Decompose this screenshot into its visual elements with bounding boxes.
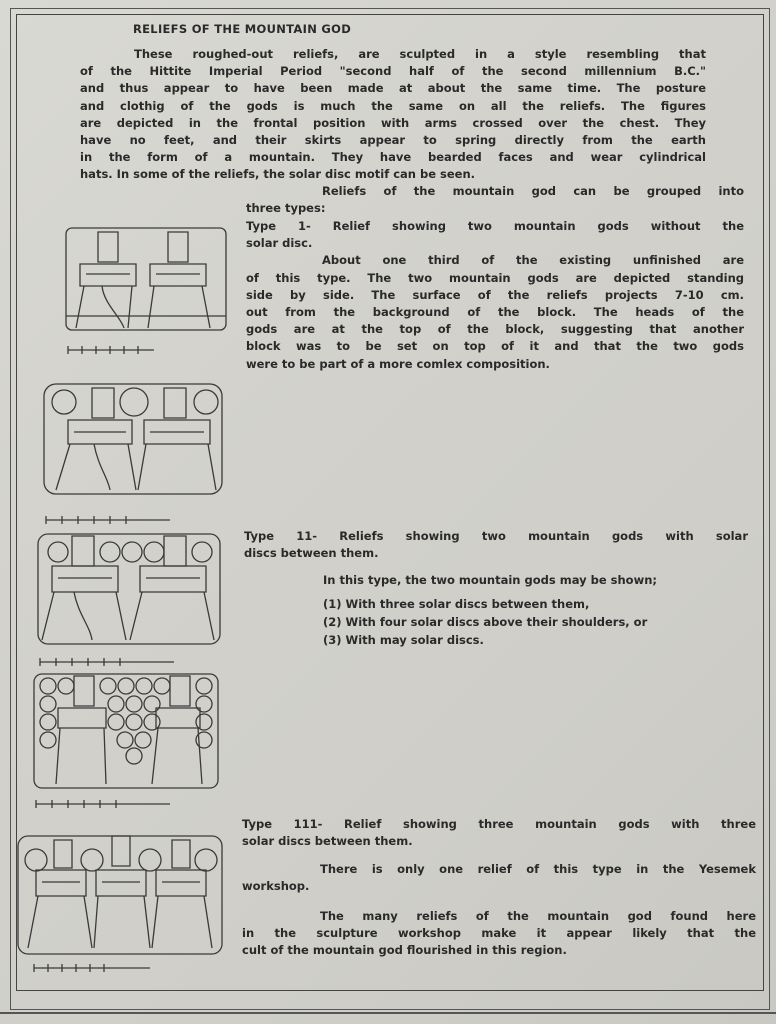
- intro-line: in the form of a mountain. They have bearded faces and wear cylindrical: [80, 150, 706, 165]
- relief-type3-drawing: [14, 832, 226, 976]
- intro-line: of the Hittite Imperial Period "second half of the second millennium B.C.": [80, 64, 706, 79]
- type1-line: solar disc.: [246, 236, 313, 251]
- type1-line: About one third of the existing unfinished are: [322, 253, 744, 268]
- intro-line: are depicted in the frontal position with arms crossed over the chest. They: [80, 115, 706, 130]
- types-line: Reliefs of the mountain god can be grouped into: [322, 184, 744, 198]
- type2-list-item: (3) With may solar discs.: [323, 633, 484, 647]
- type1-line: of this type. The two mountain gods are depicted standing: [246, 270, 744, 285]
- intro-paragraph: [80, 46, 706, 184]
- relief-type2b-drawing: [30, 670, 222, 810]
- type1-line: gods are at the top of the block, suggesting that another: [246, 322, 744, 337]
- type3-line: solar discs between them.: [242, 834, 413, 849]
- types-paragraph: [246, 183, 744, 217]
- type2-paragraph: [244, 528, 748, 562]
- type3-line: Type 111- Relief showing three mountain gods with three: [242, 817, 756, 831]
- conclusion-paragraph: [242, 908, 756, 960]
- page-title: RELIEFS OF THE MOUNTAIN GOD: [133, 22, 352, 36]
- intro-line: have no feet, and their skirts appear to spring directly from the earth: [80, 133, 706, 148]
- type3-note-line: workshop.: [242, 879, 310, 894]
- type2-line: discs between them.: [244, 546, 379, 561]
- type1-line: block was to be set on top of it and that the two gods: [246, 339, 744, 354]
- intro-line: hats. In some of the reliefs, the solar disc motif can be seen.: [80, 167, 476, 182]
- conclusion-line: The many reliefs of the mountain god found here: [320, 909, 756, 923]
- type1-line: Type 1- Relief showing two mountain gods without the: [246, 219, 744, 233]
- types-line: three types:: [246, 201, 326, 216]
- type2-list-item: (2) With four solar discs above their shoulders, or: [323, 615, 648, 629]
- relief-type1-drawing: [62, 224, 230, 360]
- type1-line: were to be part of a more comlex composition.: [246, 356, 550, 371]
- type3-paragraph: [242, 816, 756, 850]
- conclusion-line: cult of the mountain god flourished in this region.: [242, 943, 567, 958]
- type1-paragraph: [246, 218, 744, 373]
- intro-line: and thus appear to have been made at about the same time. The posture: [80, 81, 706, 96]
- type2-intro: In this type, the two mountain gods may be shown;: [323, 573, 657, 587]
- relief-type2a-drawing: [34, 530, 224, 668]
- relief-type1b-drawing: [40, 380, 226, 528]
- type2-list-item: (1) With three solar discs between them,: [323, 597, 590, 611]
- type2-line: Type 11- Reliefs showing two mountain gods with solar: [244, 529, 748, 543]
- type1-line: side by side. The surface of the reliefs projects 7-10 cm.: [246, 287, 744, 302]
- bottom-rule: [0, 1012, 776, 1014]
- conclusion-line: in the sculpture workshop make it appear likely that the: [242, 926, 756, 941]
- type3-note-line: There is only one relief of this type in the Yesemek: [320, 862, 756, 876]
- intro-line: and clothig of the gods is much the same on all the reliefs. The figures: [80, 98, 706, 113]
- intro-line: These roughed-out reliefs, are sculpted in a style resembling that: [134, 47, 706, 61]
- type3-note: [242, 861, 756, 895]
- type1-line: out from the background of the block. The heads of the: [246, 305, 744, 320]
